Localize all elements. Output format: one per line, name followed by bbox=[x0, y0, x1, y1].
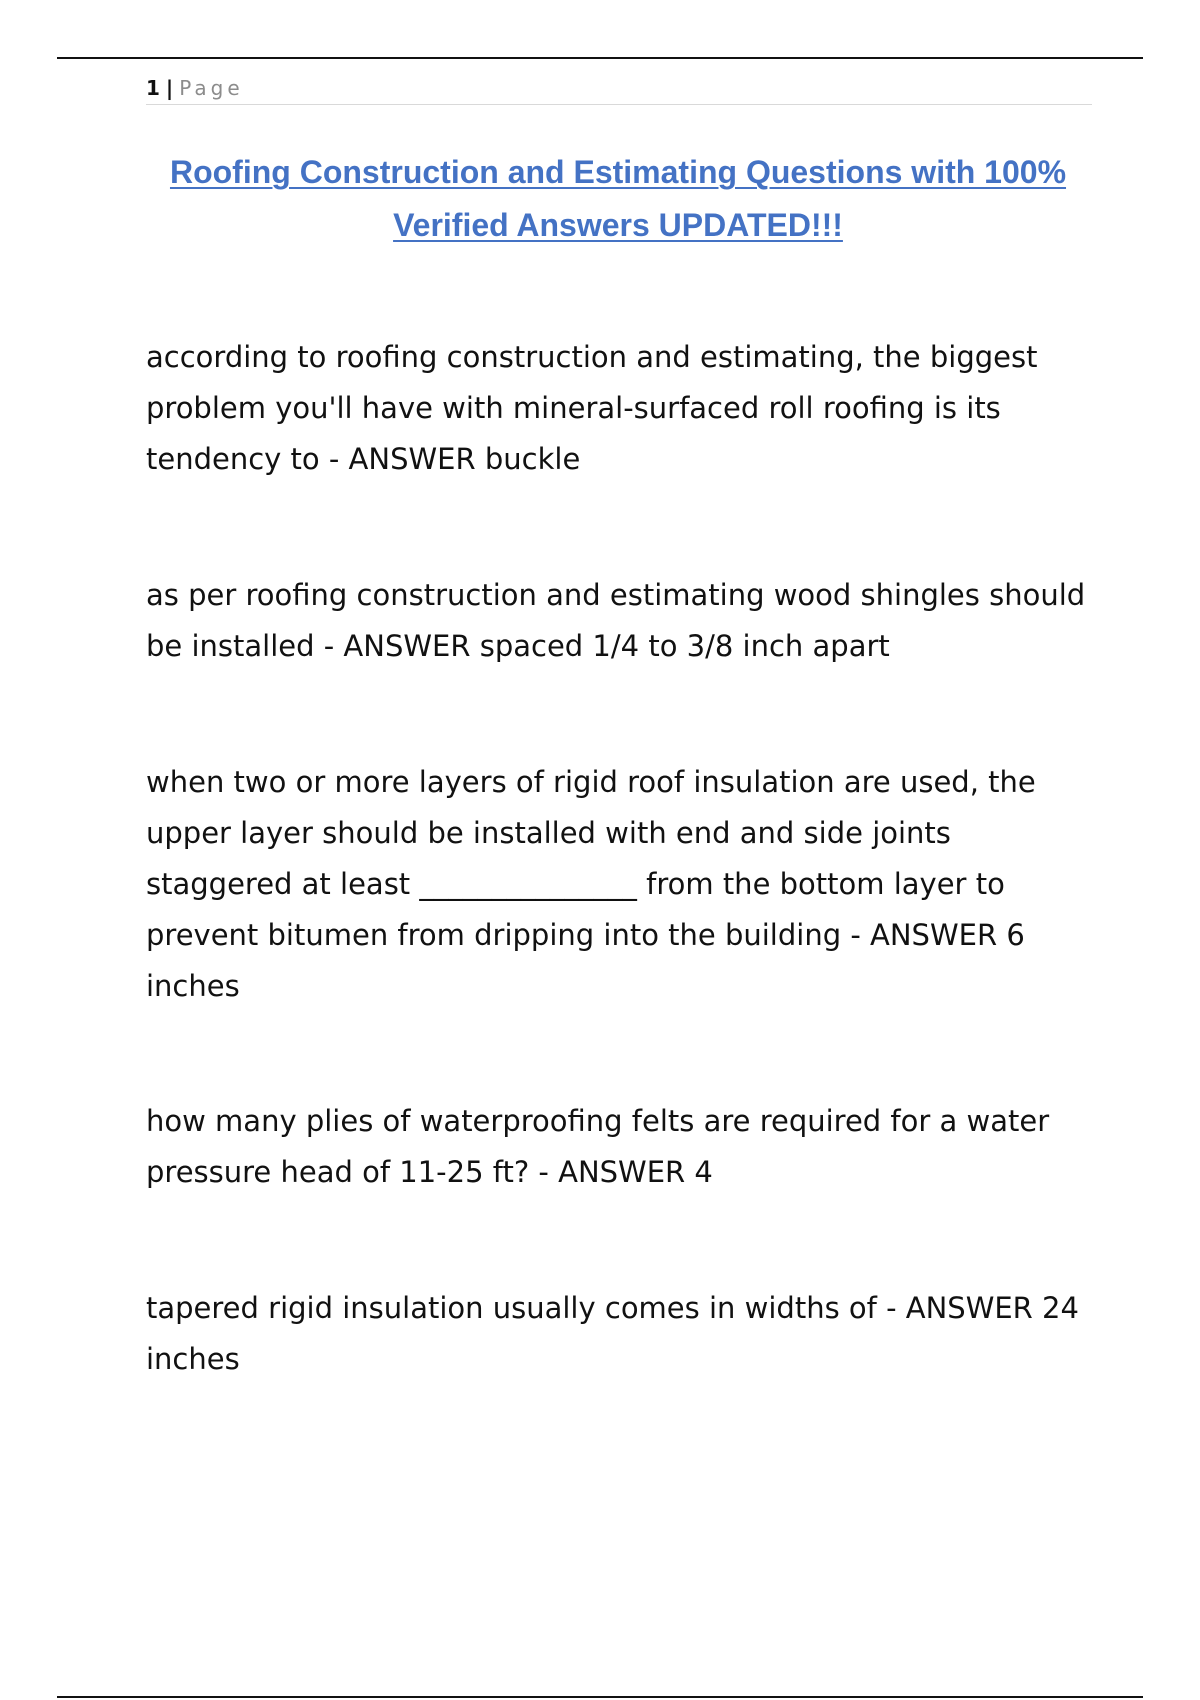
page-number: 1 bbox=[146, 76, 160, 100]
top-rule bbox=[57, 57, 1143, 59]
question-answer-1: according to roofing construction and estimating, the biggest problem you'll have with mineral-surfaced roll roofing is its tendency to - ANSWER buckle bbox=[146, 340, 1038, 476]
page-separator: | bbox=[165, 76, 174, 100]
page-header bbox=[146, 72, 1092, 105]
question-answer-4: how many plies of waterproofing felts are required for a water pressure head of 11-25 ft? - ANSWER 4 bbox=[146, 1104, 1050, 1189]
question-answer-3: when two or more layers of rigid roof insulation are used, the upper layer should be installed with end and side joints staggered at least _______________ from the bottom layer to prevent bitumen from dripping into the building - ANSWER 6 inches bbox=[146, 765, 1036, 1003]
question-answer-2: as per roofing construction and estimating wood shingles should be installed - ANSWER spaced 1/4 to 3/8 inch apart bbox=[146, 578, 1086, 663]
question-answer-5: tapered rigid insulation usually comes in widths of - ANSWER 24 inches bbox=[146, 1291, 1079, 1376]
bottom-rule bbox=[57, 1696, 1143, 1698]
document-title: Roofing Construction and Estimating Questions with 100% Verified Answers UPDATED!!! bbox=[169, 154, 1067, 243]
page-label: Page bbox=[179, 76, 244, 100]
